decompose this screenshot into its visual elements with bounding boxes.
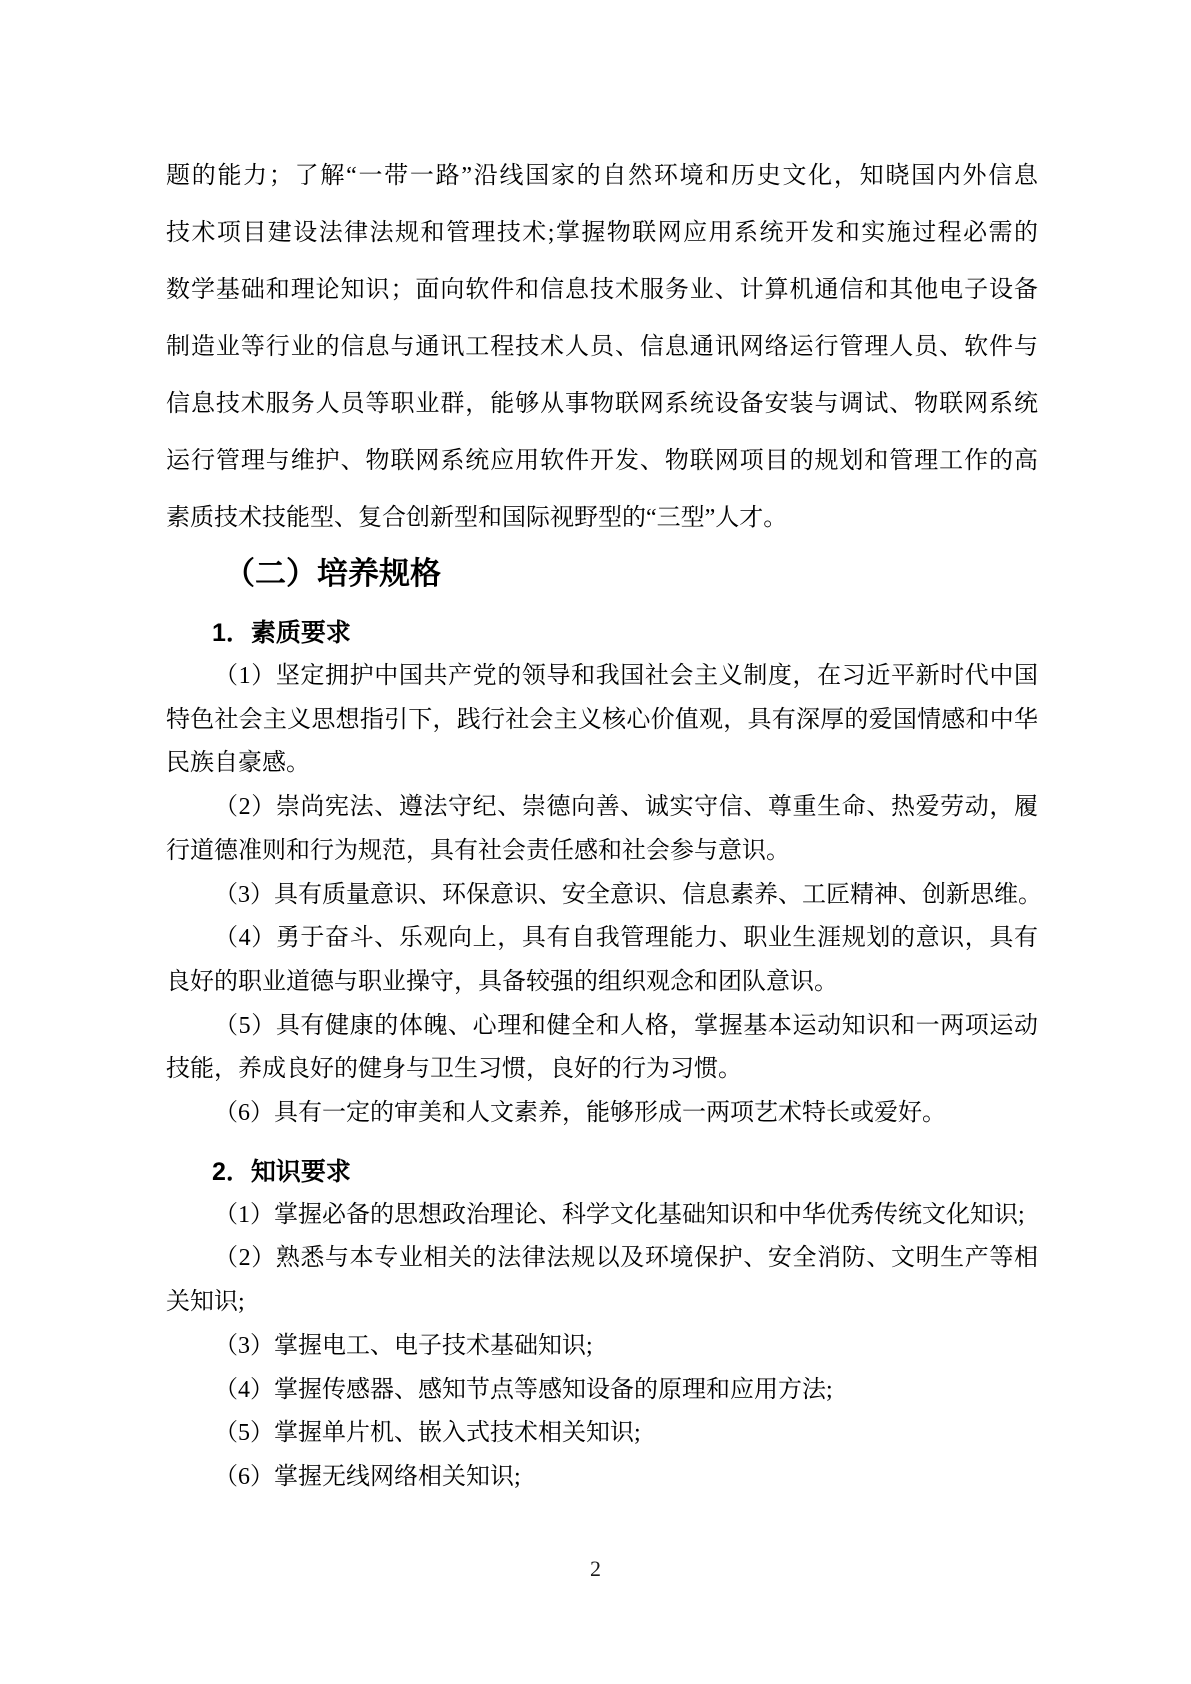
knowledge-item-3: （3）掌握电工、电子技术基础知识; bbox=[214, 1332, 593, 1359]
knowledge-item-6: （6）掌握无线网络相关知识; bbox=[214, 1463, 521, 1490]
quality-item-5: （5）具有健康的体魄、心理和健全和人格，掌握基本运动知识和一两项运动 技能，养成良好的健身与卫生习惯，良好的行为习惯。 bbox=[166, 1012, 1038, 1083]
page-body bbox=[166, 148, 1042, 1500]
subsection-heading-knowledge: 2．知识要求 bbox=[212, 1157, 351, 1186]
knowledge-item-1: （1）掌握必备的思想政治理论、科学文化基础知识和中华优秀传统文化知识; bbox=[214, 1201, 1025, 1228]
section-heading: （二）培养规格 bbox=[224, 556, 441, 591]
page-number: 2 bbox=[590, 1556, 601, 1581]
quality-item-4: （4）勇于奋斗、乐观向上，具有自我管理能力、职业生涯规划的意识，具有 良好的职业道德与职业操守，具备较强的组织观念和团队意识。 bbox=[166, 925, 1038, 995]
subsection-heading-quality: 1．素质要求 bbox=[212, 619, 351, 647]
knowledge-item-2: （2）熟悉与本专业相关的法律法规以及环境保护、安全消防、文明生产等相 关知识; bbox=[166, 1245, 1038, 1316]
intro-paragraph: 题的能力；了解“一带一路”沿线国家的自然环境和历史文化，知晓国内外信息 技术项目建设法律法规和管理技术;掌握物联网应用系统开发和实施过程必需的 数学基础和理论知识；面向软件和信息技术服务业、计算机通信和其他电子设备 制造业等行业的信息与通讯工程技术人员、信息通讯网络运行管理人员、软件与 信息技术服务人员等职业群，能够从事物联网系统设备安装与调试、物联网系统 运行管理与维护、物联网系统应用软件开发、物联网项目的规划和管理工作的高 素质技术技能型、复合创新型和国际视野型的“三型”人才。 bbox=[166, 163, 1038, 531]
knowledge-item-5: （5）掌握单片机、嵌入式技术相关知识; bbox=[214, 1420, 641, 1447]
knowledge-item-4: （4）掌握传感器、感知节点等感知设备的原理和应用方法; bbox=[214, 1376, 833, 1403]
quality-item-1: （1）坚定拥护中国共产党的领导和我国社会主义制度，在习近平新时代中国 特色社会主义思想指引下，践行社会主义核心价值观，具有深厚的爱国情感和中华 民族自豪感。 bbox=[166, 663, 1038, 777]
quality-item-3: （3）具有质量意识、环保意识、安全意识、信息素养、工匠精神、创新思维。 bbox=[214, 881, 1042, 908]
quality-item-2: （2）崇尚宪法、遵法守纪、崇德向善、诚实守信、尊重生命、热爱劳动，履 行道德准则和行为规范，具有社会责任感和社会参与意识。 bbox=[166, 794, 1038, 864]
quality-item-6: （6）具有一定的审美和人文素养，能够形成一两项艺术特长或爱好。 bbox=[214, 1100, 946, 1127]
